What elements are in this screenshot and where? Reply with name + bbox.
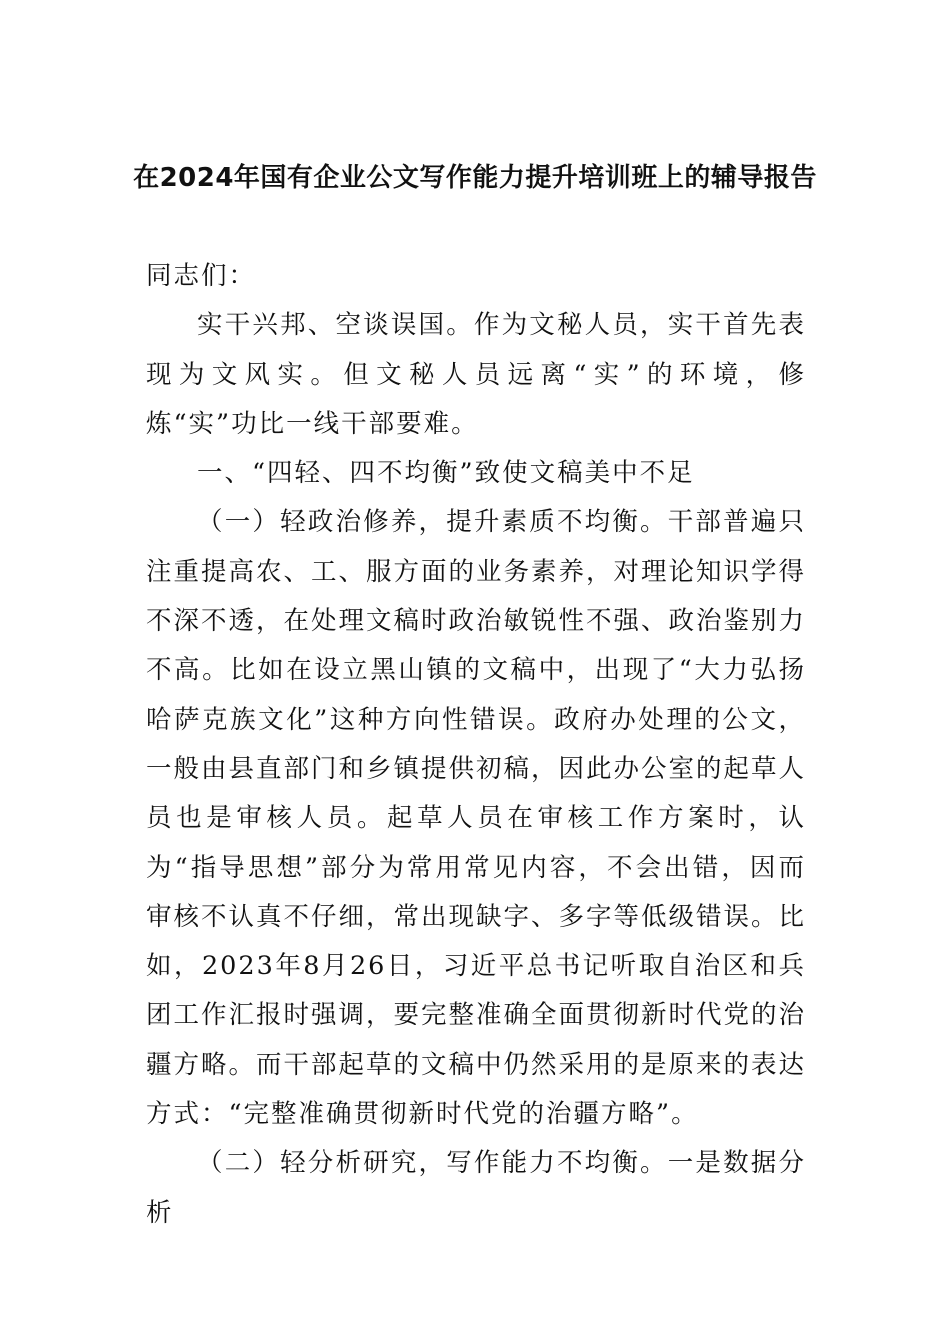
salutation: 同志们：: [146, 261, 257, 291]
paragraph-subsection-2: （二）轻分析研究，写作能力不均衡。一是数据分析: [146, 1148, 806, 1228]
paragraph-subsection-1: （一）轻政治修养，提升素质不均衡。干部普遍只注重提高农、工、服方面的业务素养，对理论知识学得不深不透，在处理文稿时政治敏锐性不强、政治鉴别力不高。比如在设立黑山镇的文稿中，出现了“大力弘扬哈萨克族文化”这种方向性错误。政府办处理的公文，一般由县直部门和乡镇提供初稿，因此办公室的起草人员也是审核人员。起草人员在审核工作方案时，认为“指导思想”部分为常用常见内容，不会出错，因而审核不认真不仔细，常出现缺字、多字等低级错误。比如，2023年8月26日，习近平总书记听取自治区和兵团工作汇报时强调，要完整准确全面贯彻新时代党的治疆方略。而干部起草的文稿中仍然采用的是原来的表达方式：“完整准确贯彻新时代党的治疆方略”。: [146, 507, 807, 1130]
paragraph-intro: 实干兴邦、空谈误国。作为文秘人员，实干首先表现为文风实。但文秘人员远离“实”的环境，修炼“实”功比一线干部要难。: [146, 310, 806, 439]
section-heading-1: 一、“四轻、四不均衡”致使文稿美中不足: [197, 458, 695, 489]
document-body: [146, 252, 806, 1238]
document-title: 在2024年国有企业公文写作能力提升培训班上的辅导报告: [133, 163, 817, 193]
